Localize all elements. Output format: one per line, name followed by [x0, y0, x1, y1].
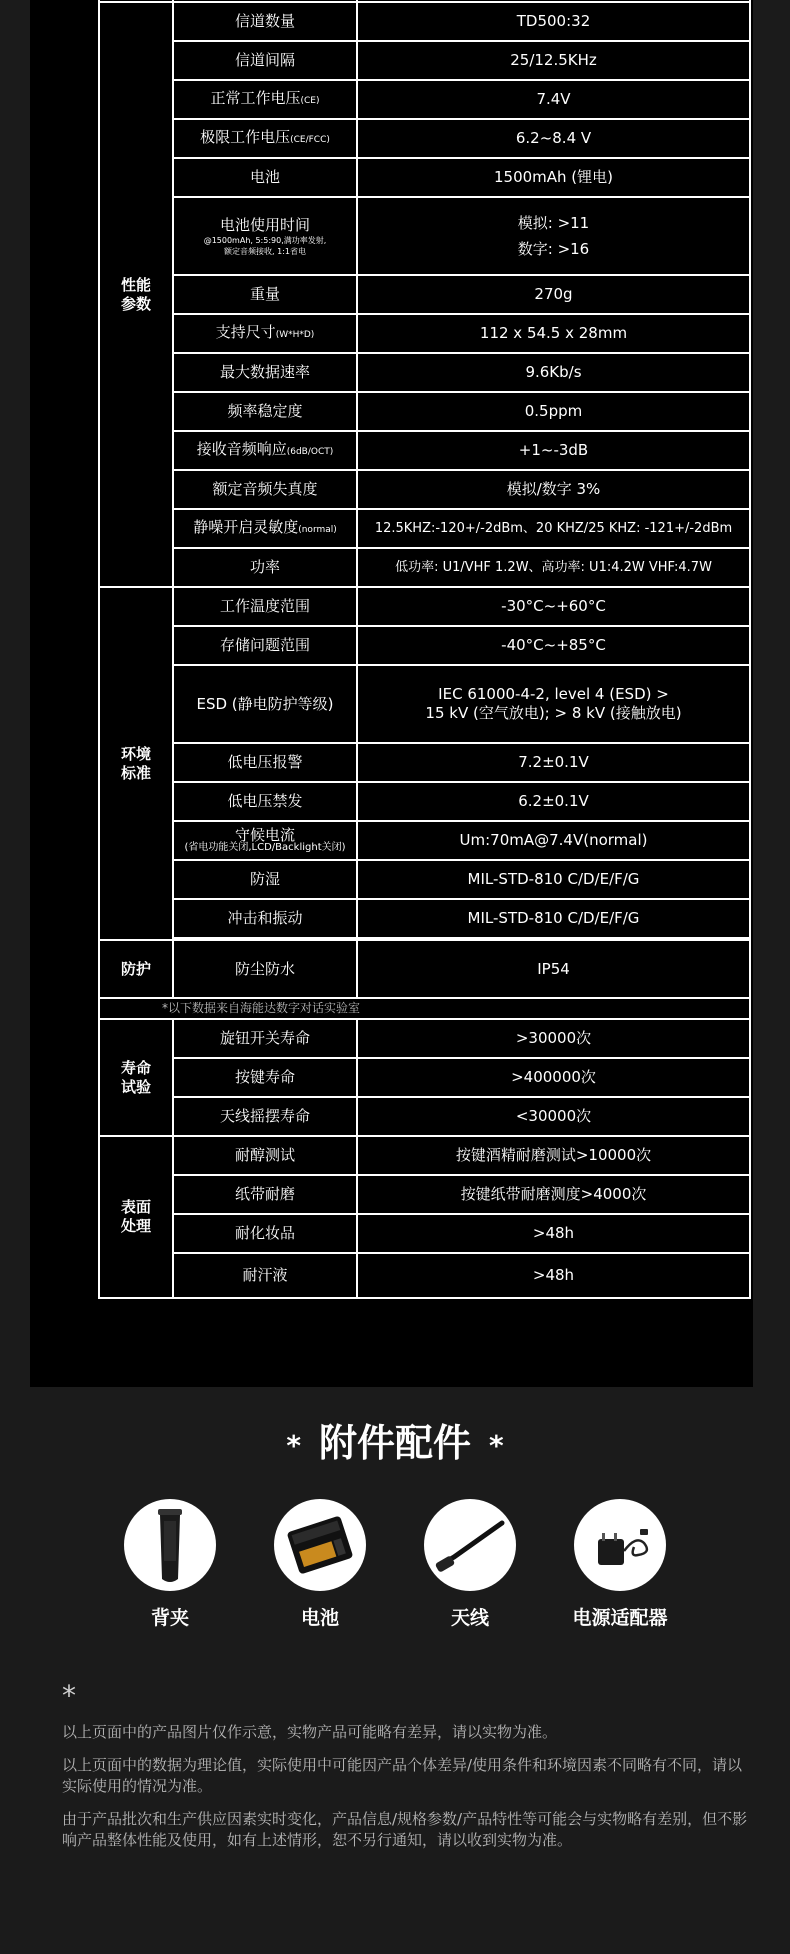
table-row	[99, 1253, 750, 1298]
category-performance: 性能参数	[99, 2, 173, 587]
table-row	[99, 119, 750, 158]
spec-label: 信道间隔	[173, 41, 357, 80]
spec-panel	[30, 0, 753, 1387]
spec-value: 7.2±0.1V	[357, 743, 750, 782]
table-row	[99, 782, 750, 821]
spec-label: 频率稳定度	[173, 392, 357, 431]
table-row	[99, 548, 750, 587]
spec-value: 1500mAh (锂电)	[357, 158, 750, 197]
category-lifetime: 寿命试验	[99, 1019, 173, 1136]
spec-value: 270g	[357, 275, 750, 314]
category-protection: 防护	[99, 940, 173, 998]
spec-label: 最大数据速率	[173, 353, 357, 392]
spec-value: MIL-STD-810 C/D/E/F/G	[357, 860, 750, 899]
spec-value: 按键酒精耐磨测试>10000次	[357, 1136, 750, 1175]
spec-label: 纸带耐磨	[173, 1175, 357, 1214]
table-row	[99, 587, 750, 626]
spec-label: 耐汗液	[173, 1253, 357, 1298]
accessory-label: 背夹	[150, 1607, 189, 1629]
belt-clip-icon	[124, 1499, 216, 1591]
power-adapter-icon	[574, 1499, 666, 1591]
star-decoration: *	[286, 1429, 301, 1462]
spec-label: 守候电流 (省电功能关闭,LCD/Backlight关闭)	[173, 821, 357, 860]
table-row	[99, 1058, 750, 1097]
table-row	[99, 626, 750, 665]
spec-value: IP54	[357, 940, 750, 998]
disclaimer	[62, 1679, 752, 1863]
spec-value: 9.6Kb/s	[357, 353, 750, 392]
table-row	[99, 314, 750, 353]
accessories-title: * 附件配件 *	[0, 1412, 790, 1467]
spec-label: 支持尺寸(W*H*D)	[173, 314, 357, 353]
table-row	[99, 1019, 750, 1058]
table-row	[99, 2, 750, 41]
spec-value: 112 x 54.5 x 28mm	[357, 314, 750, 353]
spec-label: 额定音频失真度	[173, 470, 357, 509]
spec-value: 低功率: U1/VHF 1.2W、高功率: U1:4.2W VHF:4.7W	[357, 548, 750, 587]
spec-label: 低电压禁发	[173, 782, 357, 821]
spec-label: 极限工作电压(CE/FCC)	[173, 119, 357, 158]
table-row	[99, 821, 750, 860]
table-row	[99, 1136, 750, 1175]
spec-value: 6.2~8.4 V	[357, 119, 750, 158]
spec-value: <30000次	[357, 1097, 750, 1136]
spec-value: >48h	[357, 1214, 750, 1253]
spec-value: IEC 61000-4-2, level 4 (ESD) > 15 kV (空气放电); > 8 kV (接触放电)	[357, 665, 750, 743]
spec-label: 耐醇测试	[173, 1136, 357, 1175]
star-decoration: *	[62, 1679, 76, 1712]
table-row	[99, 431, 750, 470]
disclaimer-line: 以上页面中的产品图片仅作示意，实物产品可能略有差异，请以实物为准。	[62, 1723, 558, 1741]
table-row	[99, 353, 750, 392]
spec-label: 正常工作电压(CE)	[173, 80, 357, 119]
spec-label: 天线摇摆寿命	[173, 1097, 357, 1136]
spec-value: 7.4V	[357, 80, 750, 119]
disclaimer-line: 以上页面中的数据为理论值，实际使用中可能因产品个体差异/使用条件和环境因素不同略有不同，请以实际使用的情况为准。	[62, 1756, 743, 1795]
accessory-antenna	[400, 1499, 540, 1630]
spec-value: -30°C~+60°C	[357, 587, 750, 626]
spec-label: 信道数量	[173, 2, 357, 41]
spec-value: TD500:32	[357, 2, 750, 41]
accessory-label: 电源适配器	[572, 1607, 668, 1629]
spec-value: >48h	[357, 1253, 750, 1298]
category-surface: 表面处理	[99, 1136, 173, 1298]
spec-value: 模拟: >11 数字: >16	[357, 197, 750, 275]
spec-label: 电池	[173, 158, 357, 197]
spec-value: -40°C~+85°C	[357, 626, 750, 665]
spec-label: ESD (静电防护等级)	[173, 665, 357, 743]
spec-label: 电池使用时间 @1500mAh, 5:5:90,满功率发射, 额定音频接收, 1:1省电	[173, 197, 357, 275]
table-row	[99, 392, 750, 431]
spec-value: 12.5KHZ:-120+/-2dBm、20 KHZ/25 KHZ: -121+/-2dBm	[357, 509, 750, 548]
spec-value: 按键纸带耐磨测度>4000次	[357, 1175, 750, 1214]
battery-icon	[274, 1499, 366, 1591]
accessory-belt-clip	[100, 1499, 240, 1630]
table-row	[99, 197, 750, 275]
table-row	[99, 158, 750, 197]
spec-label: 接收音频响应(6dB/OCT)	[173, 431, 357, 470]
spec-table	[98, 0, 751, 1299]
spec-label: 旋钮开关寿命	[173, 1019, 357, 1058]
spec-label: 防尘防水	[173, 940, 357, 998]
table-row	[99, 1175, 750, 1214]
spec-label: 防湿	[173, 860, 357, 899]
spec-label: 功率	[173, 548, 357, 587]
spec-label: 按键寿命	[173, 1058, 357, 1097]
table-row	[99, 41, 750, 80]
table-row	[99, 940, 750, 998]
spec-value: >400000次	[357, 1058, 750, 1097]
spec-label: 重量	[173, 275, 357, 314]
table-row	[99, 899, 750, 938]
accessory-power-adapter	[550, 1499, 690, 1630]
spec-value: >30000次	[357, 1019, 750, 1058]
table-note-row	[99, 998, 750, 1019]
spec-value: 0.5ppm	[357, 392, 750, 431]
accessory-label: 天线	[450, 1607, 489, 1629]
table-row	[99, 665, 750, 743]
antenna-icon	[424, 1499, 516, 1591]
table-row	[99, 743, 750, 782]
table-row	[99, 509, 750, 548]
disclaimer-line: 由于产品批次和生产供应因素实时变化，产品信息/规格参数/产品特性等可能会与实物略有差别，但不影响产品整体性能及使用，如有上述情形，恕不另行通知，请以收到实物为准。	[62, 1810, 748, 1849]
table-row	[99, 860, 750, 899]
table-row	[99, 275, 750, 314]
spec-label: 静噪开启灵敏度(normal)	[173, 509, 357, 548]
table-row	[99, 1214, 750, 1253]
accessory-battery	[250, 1499, 390, 1630]
star-decoration: *	[489, 1429, 504, 1462]
spec-label: 工作温度范围	[173, 587, 357, 626]
accessory-label: 电池	[300, 1607, 339, 1629]
spec-label: 耐化妆品	[173, 1214, 357, 1253]
table-row	[99, 80, 750, 119]
spec-value: 25/12.5KHz	[357, 41, 750, 80]
table-row	[99, 470, 750, 509]
spec-value: +1~-3dB	[357, 431, 750, 470]
table-note: *以下数据来自海能达数字对话实验室	[99, 998, 750, 1019]
spec-value: 模拟/数字 3%	[357, 470, 750, 509]
spec-label: 存储问题范围	[173, 626, 357, 665]
spec-value: MIL-STD-810 C/D/E/F/G	[357, 899, 750, 938]
spec-label: 低电压报警	[173, 743, 357, 782]
spec-label: 冲击和振动	[173, 899, 357, 938]
category-environment: 环境标准	[99, 587, 173, 940]
table-row	[99, 1097, 750, 1136]
spec-value: 6.2±0.1V	[357, 782, 750, 821]
spec-value: Um:70mA@7.4V(normal)	[357, 821, 750, 860]
